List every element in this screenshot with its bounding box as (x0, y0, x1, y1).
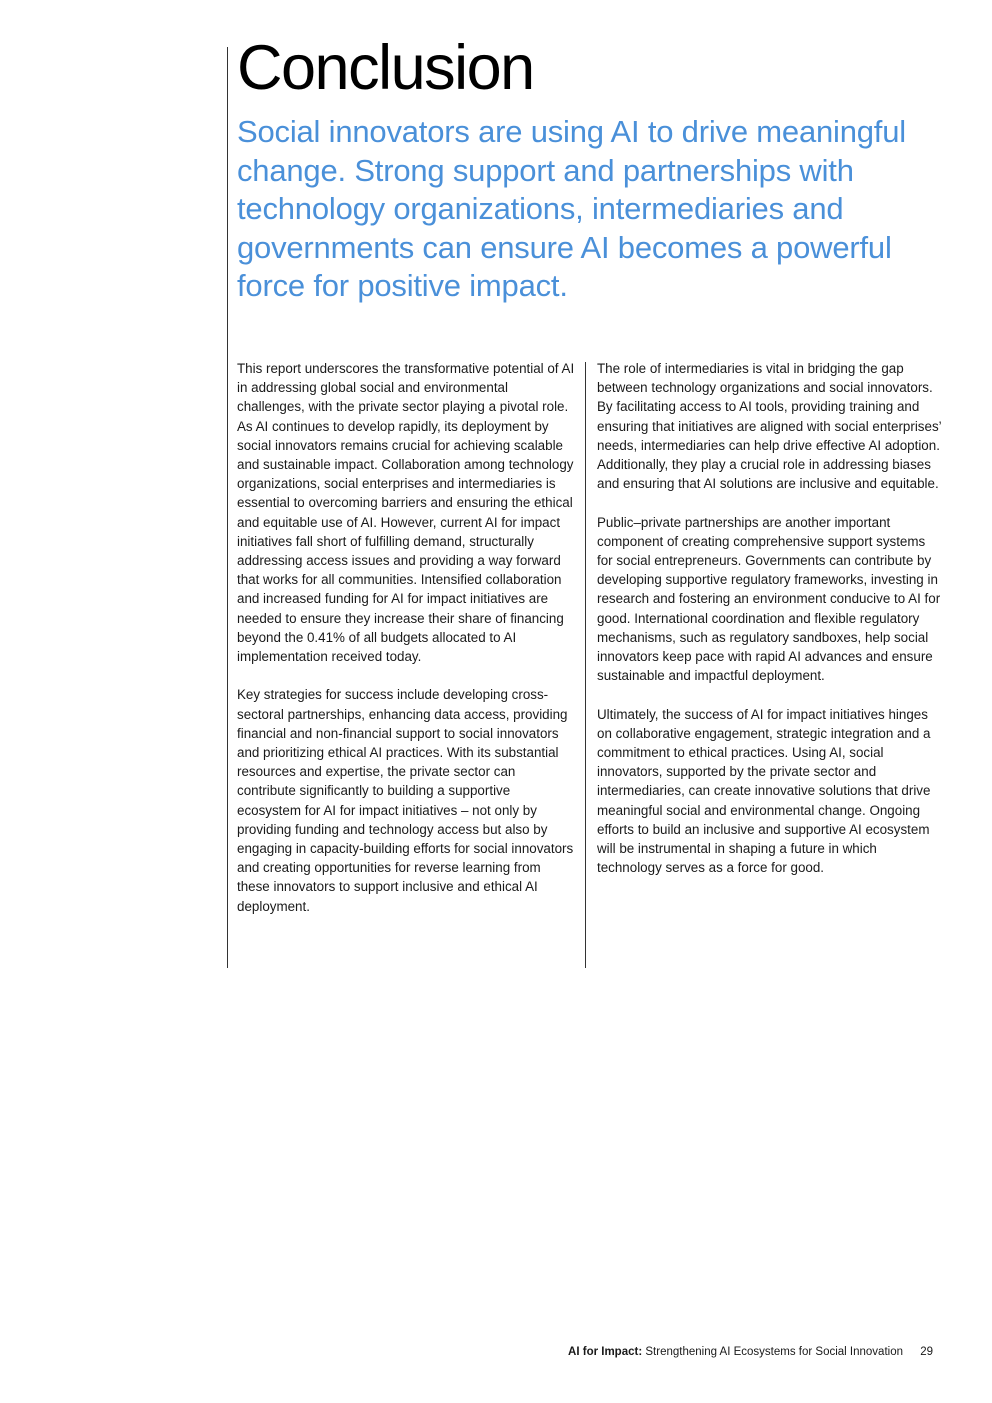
right-paragraph-2: Public–private partnerships are another important component of creating comprehensive support systems for social entrepreneurs. Governments can contribute by developing supportive regulatory frameworks, investing in research and fostering an environment conducive to AI for good. International coordination and flexible regulatory mechanisms, such as regulatory sandboxes, help social innovators keep pace with rapid AI advances and ensure sustainable and impactful deployment. (597, 514, 941, 684)
page-footer (568, 1346, 933, 1358)
right-paragraph-1: The role of intermediaries is vital in bridging the gap between technology organizations and social innovators. By facilitating access to AI tools, providing training and ensuring that initiatives are aligned with social enterprises’ needs, intermediaries can help drive effective AI adoption. Additionally, they play a crucial role in addressing biases and ensuring that AI solutions are inclusive and equitable. (597, 361, 942, 492)
column-divider (585, 362, 586, 968)
right-column (597, 359, 942, 897)
left-column (237, 359, 577, 935)
left-paragraph-2: Key strategies for success include developing cross-sectoral partnerships, enhancing data access, providing financial and non-financial support to social innovators and prioritizing ethical AI practices. With its substantial resources and expertise, the private sector can contribute significantly to building a supportive ecosystem for AI for impact initiatives – not only by providing funding and technology access but also by engaging in capacity-building efforts for social innovators and creating opportunities for reverse learning from these innovators to support inclusive and ethical AI deployment. (237, 687, 574, 914)
left-rule (227, 47, 228, 968)
right-paragraph-3: Ultimately, the success of AI for impact initiatives hinges on collaborative engagement, strategic integration and a commitment to ethical practices. Using AI, social innovators, supported by the private sector and intermediaries, can create innovative solutions that drive meaningful social and environmental change. Ongoing efforts to build an inclusive and supportive AI ecosystem will be instrumental in shaping a future in which technology serves as a force for good. (597, 706, 931, 876)
left-paragraph-1: This report underscores the transformative potential of AI in addressing global social and environmental challenges, with the private sector playing a pivotal role. As AI continues to develop rapidly, its deployment by social innovators remains crucial for achieving scalable and sustainable impact. Collaboration among technology organizations, social enterprises and intermediaries is essential to overcoming barriers and ensuring the ethical and equitable use of AI. However, current AI for impact initiatives fall short of fulfilling demand, structurally addressing access issues and providing a way forward that works for all communities. Intensified collaboration and increased funding for AI for impact initiatives are needed to ensure they increase their share of financing beyond the 0.41% of all budgets allocated to AI implementation received today. (237, 361, 575, 665)
footer-report-subtitle: Strengthening AI Ecosystems for Social Innovation (645, 1346, 903, 1358)
page-title: Conclusion (237, 33, 534, 103)
page-subtitle: Social innovators are using AI to drive meaningful change. Strong support and partnerships with technology organizations, intermediaries and governments can ensure AI becomes a powerful force for positive impact. (237, 114, 906, 303)
footer-report-title: AI for Impact: (568, 1346, 643, 1358)
page-number: 29 (920, 1346, 933, 1358)
